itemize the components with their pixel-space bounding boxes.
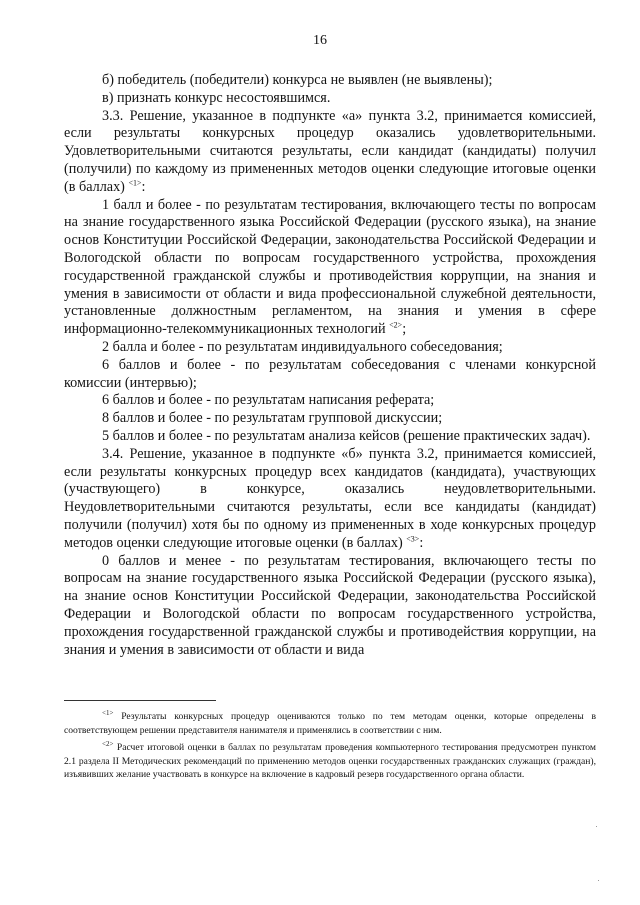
footnote-2-text: Расчет итоговой оценки в баллах по результатам проведения компьютерного тестирования предусмотрен пунктом 2.1 раздела II Методических рекомендаций по применению методов оценки государственных гражданских служащих (граждан), изъявивших желание участвовать в конкурсе на включение в кадровый резерв государственного органа области. — [64, 742, 596, 781]
scan-speck — [596, 826, 597, 827]
footnotes — [64, 710, 596, 786]
paragraph-2: в) признать конкурс несостоявшимся. — [102, 89, 331, 106]
footnote-1-text: Результаты конкурсных процедур оцениваются только по тем методам оценки, которые определены в соответствующем решении представителя нанимателя и применялись в соответствии с ним. — [64, 711, 596, 736]
criterion-testing-fail: 0 баллов и менее - по результатам тестирования, включающего тесты по вопросам на знание государственного языка Российской Федерации (русского языка), на знание основ Конституции Российской Федерации, законодательства Российской Федерации и Вологодской области по вопросам государственного устройства, прохождения государственной гражданской службы и противодействия коррупции, на знания и умения в зависимости от области и вида — [64, 552, 596, 658]
criterion-testing — [64, 197, 596, 339]
criterion-case-analysis: 5 баллов и более - по результатам анализа кейсов (решение практических задач). — [102, 427, 591, 444]
footnote-ref-2[interactable]: <2> — [389, 320, 403, 330]
footnote-1 — [64, 710, 596, 737]
footnote-divider — [64, 700, 216, 701]
footnote-ref-3[interactable]: <3> — [406, 533, 420, 543]
paragraph-3-3-text: 3.3. Решение, указанное в подпункте «а» пункта 3.2, принимается комиссией, если результаты конкурсных процедур оказались удовлетворительными. Удовлетворительными считаются результаты, если кандидат (кандидаты) получил (получили) по каждому из примененных методов оценки следующие итоговые оценки (в баллах) — [64, 107, 596, 195]
page-number: 16 — [313, 33, 327, 48]
paragraph-3-3-end: : — [141, 178, 146, 195]
paragraph-3-4-end: : — [419, 534, 424, 551]
criterion-commission-interview: 6 баллов и более - по результатам собеседования с членами конкурсной комиссии (интервью); — [64, 356, 596, 391]
criterion-individual-interview: 2 балла и более - по результатам индивидуального собеседования; — [102, 338, 503, 355]
document-body — [64, 72, 596, 659]
paragraph-3-4-text: 3.4. Решение, указанное в подпункте «б» пункта 3.2, принимается комиссией, если результаты конкурсных процедур всех кандидатов (кандидата), участвующих (участвующего) в конкурсе, оказались неудовлетворительными. Неудовлетворительными считаются результаты, если все кандидаты (кандидат) получили (получил) хотя бы по одному из примененных в ходе конкурсных процедур методов оценки следующие итоговые оценки (в баллах) — [64, 445, 596, 551]
criterion-essay: 6 баллов и более - по результатам написания реферата; — [102, 392, 435, 409]
paragraph-3-3 — [64, 108, 596, 197]
paragraph-3-4 — [64, 446, 596, 553]
footnote-2-marker: <2> — [102, 740, 114, 748]
paragraph-1: б) победитель (победители) конкурса не выявлен (не выявлены); — [102, 72, 493, 88]
criterion-testing-text: 1 балл и более - по результатам тестирования, включающего тесты по вопросам на знание государственного языка Российской Федерации (русского языка), на знание основ Конституции Российской Федерации, законодательства Российской Федерации и Вологодской области по вопросам государственного устройства, прохождения государственной гражданской службы и противодействия коррупции, на знания и умения в зависимости от области и вида профессиональной служебной деятельности, установленные должностным регламентом, на знания и умения в сфере информационно-телекоммуникационных технологий — [64, 196, 596, 338]
criterion-testing-end: ; — [402, 321, 407, 338]
footnote-1-marker: <1> — [102, 708, 114, 717]
footnote-ref-1[interactable]: <1> — [128, 178, 142, 188]
criterion-group-discussion: 8 баллов и более - по результатам групповой дискуссии; — [102, 410, 443, 427]
scan-speck — [598, 880, 599, 881]
footnote-2 — [64, 741, 596, 782]
